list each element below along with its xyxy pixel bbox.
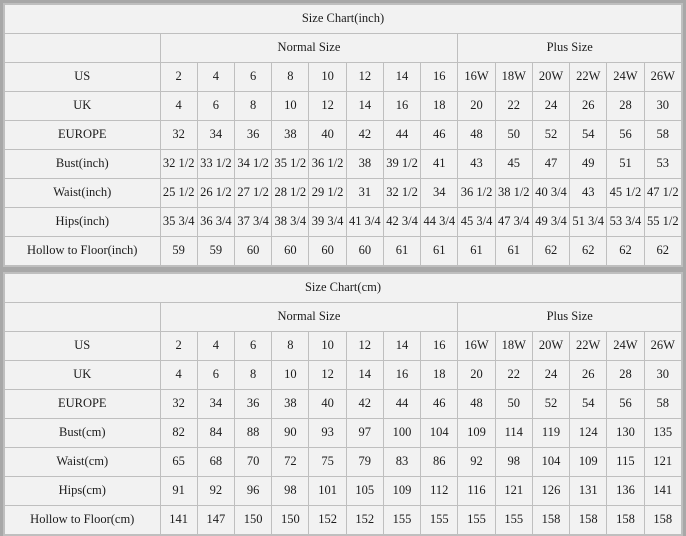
cell: 58 [644, 121, 681, 150]
cell: 62 [532, 237, 569, 266]
table-row [5, 361, 682, 390]
row-label: Hips(inch) [5, 208, 161, 237]
cell: 50 [495, 121, 532, 150]
cell: 37 3/4 [235, 208, 272, 237]
cell: 8 [272, 63, 309, 92]
cell: 41 [421, 150, 458, 179]
cell: 16 [421, 332, 458, 361]
cell: 30 [644, 361, 681, 390]
cell: 119 [532, 419, 569, 448]
cell: 47 1/2 [644, 179, 681, 208]
cell: 36 1/2 [458, 179, 495, 208]
row-label: Bust(cm) [5, 419, 161, 448]
cell: 36 1/2 [309, 150, 346, 179]
cell: 36 3/4 [197, 208, 234, 237]
cell: 38 [346, 150, 383, 179]
cell: 109 [458, 419, 495, 448]
cell: 61 [495, 237, 532, 266]
group-header-row [5, 34, 682, 63]
cell: 98 [272, 477, 309, 506]
cell: 56 [607, 390, 644, 419]
cell: 61 [458, 237, 495, 266]
cell: 16W [458, 63, 495, 92]
cell: 12 [346, 332, 383, 361]
row-label: US [5, 332, 161, 361]
group-header-normal: Normal Size [160, 303, 458, 332]
cell: 70 [234, 448, 271, 477]
cell: 10 [272, 92, 309, 121]
table-row [5, 92, 682, 121]
cell: 126 [532, 477, 569, 506]
row-label: US [5, 63, 161, 92]
cell: 48 [458, 121, 495, 150]
cell: 152 [309, 506, 346, 535]
cell: 8 [235, 92, 272, 121]
cell: 62 [644, 237, 681, 266]
cell: 20W [532, 63, 569, 92]
size-chart-cm-table [4, 273, 682, 535]
table-row [5, 237, 682, 266]
cell: 44 [383, 390, 420, 419]
corner-blank [5, 303, 161, 332]
cell: 26 [570, 92, 607, 121]
cell: 58 [644, 390, 681, 419]
cell: 135 [644, 419, 681, 448]
cell: 82 [160, 419, 197, 448]
cell: 92 [197, 477, 234, 506]
cell: 12 [309, 361, 346, 390]
table-row [5, 506, 682, 535]
cell: 100 [383, 419, 420, 448]
cell: 22W [570, 332, 607, 361]
cell: 109 [383, 477, 420, 506]
cell: 18W [495, 332, 532, 361]
cell: 92 [458, 448, 495, 477]
cell: 51 3/4 [570, 208, 607, 237]
cell: 84 [197, 419, 234, 448]
cell: 61 [421, 237, 458, 266]
cell: 158 [570, 506, 607, 535]
cell: 46 [421, 121, 458, 150]
cell: 114 [495, 419, 532, 448]
cell: 14 [383, 332, 420, 361]
cell: 150 [234, 506, 271, 535]
cell: 38 [272, 121, 309, 150]
cell: 36 [234, 390, 271, 419]
cell: 55 1/2 [644, 208, 681, 237]
cell: 31 [346, 179, 383, 208]
cell: 26 1/2 [197, 179, 234, 208]
cell: 121 [644, 448, 681, 477]
cell: 2 [160, 63, 197, 92]
table-row [5, 121, 682, 150]
cell: 121 [495, 477, 532, 506]
cell: 150 [272, 506, 309, 535]
group-header-row [5, 303, 682, 332]
table-row [5, 179, 682, 208]
cell: 18W [495, 63, 532, 92]
cell: 20 [458, 361, 495, 390]
cell: 36 [235, 121, 272, 150]
chart-title: Size Chart(inch) [5, 5, 682, 34]
cell: 22W [570, 63, 607, 92]
cell: 62 [570, 237, 607, 266]
cell: 28 1/2 [272, 179, 309, 208]
cell: 16 [383, 361, 420, 390]
cell: 61 [383, 237, 420, 266]
size-chart-cm [3, 272, 683, 536]
cell: 42 3/4 [383, 208, 420, 237]
cell: 24W [607, 332, 644, 361]
chart-title: Size Chart(cm) [5, 274, 682, 303]
cell: 116 [458, 477, 495, 506]
cell: 34 [197, 121, 234, 150]
cell: 90 [272, 419, 309, 448]
cell: 50 [495, 390, 532, 419]
table-row [5, 208, 682, 237]
cell: 26 [570, 361, 607, 390]
cell: 8 [234, 361, 271, 390]
cell: 104 [532, 448, 569, 477]
cell: 98 [495, 448, 532, 477]
size-chart-inch-table [4, 4, 682, 266]
cell: 53 3/4 [607, 208, 644, 237]
row-label: Waist(cm) [5, 448, 161, 477]
cell: 158 [532, 506, 569, 535]
group-header-plus: Plus Size [458, 34, 682, 63]
cell: 24W [607, 63, 644, 92]
cell: 18 [421, 361, 458, 390]
cell: 38 [272, 390, 309, 419]
cell: 52 [532, 390, 569, 419]
cell: 101 [309, 477, 346, 506]
cell: 34 [197, 390, 234, 419]
cell: 10 [272, 361, 309, 390]
row-label: EUROPE [5, 390, 161, 419]
corner-blank [5, 34, 161, 63]
cell: 6 [234, 332, 271, 361]
table-row [5, 63, 682, 92]
cell: 18 [421, 92, 458, 121]
cell: 141 [644, 477, 681, 506]
cell: 53 [644, 150, 681, 179]
table-row [5, 477, 682, 506]
cell: 115 [607, 448, 644, 477]
cell: 49 3/4 [532, 208, 569, 237]
size-chart-cm-body [5, 274, 682, 535]
cell: 83 [383, 448, 420, 477]
cell: 10 [309, 63, 346, 92]
cell: 40 [309, 121, 346, 150]
cell: 86 [421, 448, 458, 477]
cell: 109 [570, 448, 607, 477]
row-label: Hollow to Floor(inch) [5, 237, 161, 266]
cell: 45 3/4 [458, 208, 495, 237]
cell: 51 [607, 150, 644, 179]
cell: 20W [532, 332, 569, 361]
cell: 41 3/4 [346, 208, 383, 237]
row-label: EUROPE [5, 121, 161, 150]
cell: 45 [495, 150, 532, 179]
cell: 6 [235, 63, 272, 92]
cell: 33 1/2 [197, 150, 234, 179]
cell: 93 [309, 419, 346, 448]
table-row [5, 448, 682, 477]
cell: 32 [160, 390, 197, 419]
cell: 32 1/2 [160, 150, 197, 179]
cell: 14 [383, 63, 420, 92]
cell: 43 [570, 179, 607, 208]
cell: 38 3/4 [272, 208, 309, 237]
cell: 60 [235, 237, 272, 266]
cell: 16 [383, 92, 420, 121]
cell: 56 [607, 121, 644, 150]
cell: 60 [272, 237, 309, 266]
cell: 131 [570, 477, 607, 506]
cell: 49 [570, 150, 607, 179]
cell: 54 [570, 390, 607, 419]
chart-title-row [5, 274, 682, 303]
cell: 10 [309, 332, 346, 361]
cell: 112 [421, 477, 458, 506]
cell: 39 3/4 [309, 208, 346, 237]
cell: 4 [160, 361, 197, 390]
cell: 141 [160, 506, 197, 535]
cell: 46 [421, 390, 458, 419]
cell: 44 3/4 [421, 208, 458, 237]
cell: 44 [383, 121, 420, 150]
cell: 28 [607, 361, 644, 390]
cell: 35 1/2 [272, 150, 309, 179]
cell: 130 [607, 419, 644, 448]
row-label: UK [5, 92, 161, 121]
cell: 96 [234, 477, 271, 506]
cell: 60 [309, 237, 346, 266]
row-label: UK [5, 361, 161, 390]
table-row [5, 419, 682, 448]
cell: 20 [458, 92, 495, 121]
cell: 25 1/2 [160, 179, 197, 208]
cell: 8 [272, 332, 309, 361]
cell: 14 [346, 361, 383, 390]
cell: 97 [346, 419, 383, 448]
table-row [5, 332, 682, 361]
cell: 6 [197, 361, 234, 390]
cell: 34 1/2 [235, 150, 272, 179]
cell: 40 3/4 [532, 179, 569, 208]
cell: 52 [532, 121, 569, 150]
cell: 48 [458, 390, 495, 419]
cell: 16W [458, 332, 495, 361]
cell: 59 [160, 237, 197, 266]
cell: 158 [607, 506, 644, 535]
cell: 12 [309, 92, 346, 121]
row-label: Hips(cm) [5, 477, 161, 506]
cell: 147 [197, 506, 234, 535]
cell: 91 [160, 477, 197, 506]
cell: 104 [421, 419, 458, 448]
cell: 35 3/4 [160, 208, 197, 237]
cell: 155 [458, 506, 495, 535]
cell: 88 [234, 419, 271, 448]
cell: 47 3/4 [495, 208, 532, 237]
cell: 158 [644, 506, 681, 535]
cell: 59 [197, 237, 234, 266]
cell: 47 [532, 150, 569, 179]
cell: 152 [346, 506, 383, 535]
cell: 29 1/2 [309, 179, 346, 208]
cell: 38 1/2 [495, 179, 532, 208]
size-chart-inch-body [5, 5, 682, 266]
size-chart-inch [3, 3, 683, 267]
cell: 39 1/2 [383, 150, 420, 179]
cell: 24 [532, 361, 569, 390]
cell: 32 [160, 121, 197, 150]
cell: 43 [458, 150, 495, 179]
table-row [5, 390, 682, 419]
cell: 42 [346, 121, 383, 150]
cell: 79 [346, 448, 383, 477]
cell: 72 [272, 448, 309, 477]
cell: 2 [160, 332, 197, 361]
table-row [5, 150, 682, 179]
cell: 16 [421, 63, 458, 92]
cell: 26W [644, 63, 681, 92]
cell: 68 [197, 448, 234, 477]
cell: 155 [421, 506, 458, 535]
group-header-normal: Normal Size [160, 34, 458, 63]
cell: 42 [346, 390, 383, 419]
cell: 155 [383, 506, 420, 535]
group-header-plus: Plus Size [458, 303, 682, 332]
cell: 32 1/2 [383, 179, 420, 208]
cell: 65 [160, 448, 197, 477]
cell: 4 [197, 63, 234, 92]
cell: 34 [421, 179, 458, 208]
cell: 22 [495, 361, 532, 390]
cell: 60 [346, 237, 383, 266]
cell: 45 1/2 [607, 179, 644, 208]
cell: 26W [644, 332, 681, 361]
cell: 6 [197, 92, 234, 121]
cell: 155 [495, 506, 532, 535]
row-label: Hollow to Floor(cm) [5, 506, 161, 535]
cell: 12 [346, 63, 383, 92]
cell: 27 1/2 [235, 179, 272, 208]
cell: 40 [309, 390, 346, 419]
cell: 30 [644, 92, 681, 121]
cell: 4 [197, 332, 234, 361]
cell: 4 [160, 92, 197, 121]
cell: 22 [495, 92, 532, 121]
row-label: Waist(inch) [5, 179, 161, 208]
cell: 54 [570, 121, 607, 150]
cell: 105 [346, 477, 383, 506]
cell: 28 [607, 92, 644, 121]
cell: 124 [570, 419, 607, 448]
cell: 62 [607, 237, 644, 266]
row-label: Bust(inch) [5, 150, 161, 179]
cell: 136 [607, 477, 644, 506]
cell: 75 [309, 448, 346, 477]
cell: 24 [532, 92, 569, 121]
chart-title-row [5, 5, 682, 34]
cell: 14 [346, 92, 383, 121]
